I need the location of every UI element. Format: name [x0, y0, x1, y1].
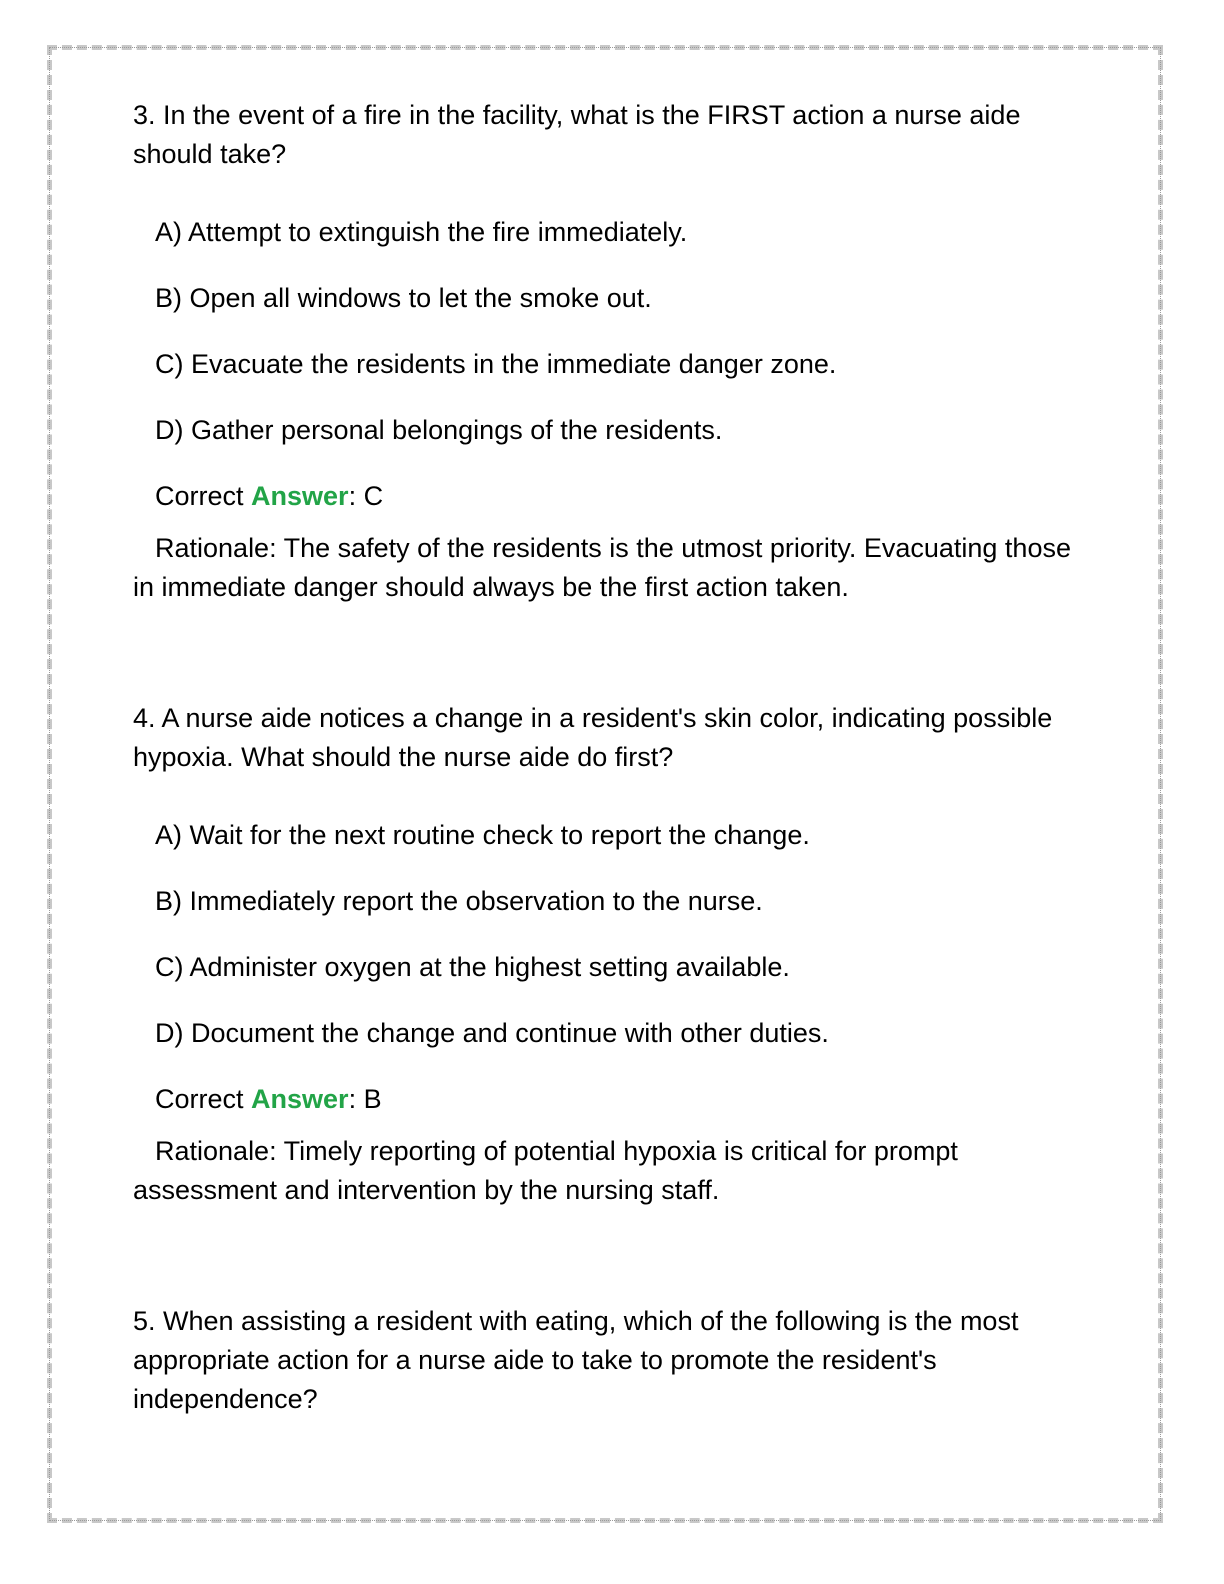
- answer-option-d: D) Gather personal belongings of the residents.: [155, 415, 723, 445]
- question-text: 3. In the event of a fire in the facility, what is the FIRST action a nurse aide should take?: [133, 100, 1021, 169]
- rationale-text: Rationale: Timely reporting of potential hypoxia is critical for prompt assessment and intervention by the nursing staff.: [133, 1136, 958, 1205]
- answer-option-b: B) Immediately report the observation to the nurse.: [155, 886, 763, 916]
- answer-option-b: B) Open all windows to let the smoke out.: [155, 283, 652, 313]
- correct-answer-line: [133, 1066, 1083, 1132]
- document-body: [133, 96, 1083, 1419]
- correct-answer-value: : C: [348, 481, 384, 511]
- correct-answer-prefix: Correct: [155, 481, 252, 511]
- correct-answer-line: [133, 463, 1083, 529]
- correct-answer-prefix: Correct: [155, 1084, 252, 1114]
- question-block: [133, 96, 1083, 607]
- question-text: 4. A nurse aide notices a change in a resident's skin color, indicating possible hypoxia. What should the nurse aide do first?: [133, 703, 1053, 772]
- answer-option-c: C) Administer oxygen at the highest setting available.: [155, 952, 790, 982]
- answer-option-c: C) Evacuate the residents in the immediate danger zone.: [155, 349, 837, 379]
- answer-option-d: D) Document the change and continue with other duties.: [155, 1018, 829, 1048]
- answer-keyword: Answer: [251, 1084, 349, 1114]
- correct-answer-value: : B: [348, 1084, 382, 1114]
- question-block: [133, 1302, 1083, 1419]
- answer-option-a: A) Wait for the next routine check to report the change.: [155, 820, 810, 850]
- answer-option-a: A) Attempt to extinguish the fire immediately.: [155, 217, 688, 247]
- question-block: [133, 699, 1083, 1210]
- question-text: 5. When assisting a resident with eating, which of the following is the most appropriate action for a nurse aide to take to promote the resident's independence?: [133, 1306, 1019, 1414]
- answer-keyword: Answer: [251, 481, 349, 511]
- rationale-text: Rationale: The safety of the residents is the utmost priority. Evacuating those in immediate danger should always be the first action taken.: [133, 533, 1071, 602]
